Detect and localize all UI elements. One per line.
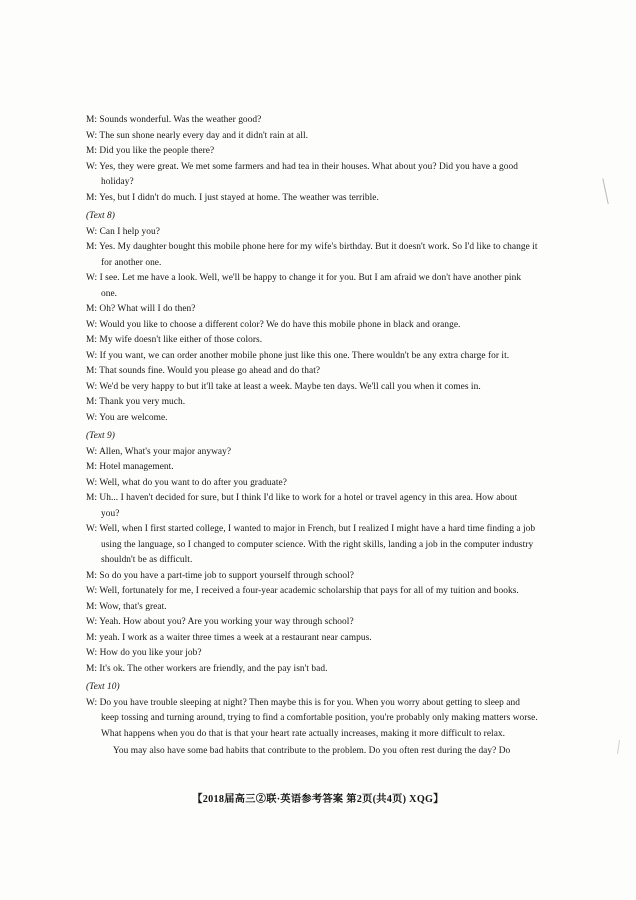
section-heading-text-8: (Text 8) — [86, 211, 115, 221]
dialogue-line: W: We'd be very happy to but it'll take at least a week. Maybe ten days. We'll call you when it comes in. — [86, 381, 481, 392]
dialogue-line: M: Did you like the people there? — [86, 146, 215, 156]
dialogue-line: W: Allen, What's your major anyway? — [86, 446, 232, 457]
dialogue-line: M: Hotel management. — [86, 462, 174, 472]
dialogue-line: M: yeah. I work as a waiter three times a week at a restaurant near campus. — [86, 632, 372, 643]
monologue-paragraph: You may also have some bad habits that contribute to the problem. Do you often rest during the day? Do — [113, 746, 511, 756]
dialogue-line: M: That sounds fine. Would you please go ahead and do that? — [86, 366, 321, 376]
dialogue-line: W: Yeah. How about you? Are you working your way through school? — [86, 617, 354, 627]
dialogue-line: M: Oh? What will I do then? — [86, 304, 196, 314]
dialogue-line: M: Uh... I haven't decided for sure, but I think I'd like to work for a hotel or travel agency in this area. How about you? — [86, 493, 518, 519]
dialogue-line: M: Thank you very much. — [86, 397, 186, 407]
dialogue-line: W: Yes, they were great. We met some farmers and had tea in their houses. What about you? Did you have a good holiday? — [86, 161, 519, 187]
section-heading-text-10: (Text 10) — [86, 682, 120, 692]
pen-mark — [602, 178, 610, 204]
dialogue-line: M: Yes. My daughter bought this mobile phone here for my wife's birthday. But it doesn't work. So I'd like to change it for another one. — [86, 242, 538, 268]
dialogue-line: M: My wife doesn't like either of those colors. — [86, 335, 263, 345]
dialogue-line: W: You are welcome. — [86, 412, 168, 423]
dialogue-line: W: Can I help you? — [86, 226, 160, 237]
dialogue-line: M: It's ok. The other workers are friendly, and the pay isn't bad. — [86, 663, 328, 674]
page-footer: 【2018届高三②联·英语参考答案 第2页(共4页) XQG】 — [192, 794, 444, 805]
dialogue-line: M: So do you have a part-time job to support yourself through school? — [86, 570, 354, 581]
dialogue-line: W: How do you like your job? — [86, 648, 202, 658]
dialogue-line: M: Wow, that's great. — [86, 601, 167, 612]
listening-transcript — [86, 113, 538, 760]
dialogue-line: W: Do you have trouble sleeping at night? Then maybe this is for you. When you worry about getting to sleep and keep tossing and turning around, trying to find a comfortable position, you're probably only making matters worse. What happens when you do that is that your heart rate actually increases, making it more difficult to relax. — [86, 697, 538, 739]
dialogue-line: W: The sun shone nearly every day and it didn't rain at all. — [86, 130, 309, 141]
dialogue-line: M: Yes, but I didn't do much. I just stayed at home. The weather was terrible. — [86, 192, 379, 203]
dialogue-line: M: Sounds wonderful. Was the weather good? — [86, 115, 262, 125]
dialogue-line: W: Would you like to choose a different color? We do have this mobile phone in black and orange. — [86, 319, 461, 330]
dialogue-line: W: If you want, we can order another mobile phone just like this one. There wouldn't be any extra charge for it. — [86, 350, 510, 361]
dialogue-line: W: Well, fortunately for me, I received a four-year academic scholarship that pays for all of my tuition and books. — [86, 586, 519, 596]
section-heading-text-9: (Text 9) — [86, 431, 115, 441]
dialogue-line: W: Well, when I first started college, I wanted to major in French, but I realized I might have a hard time finding a job using the language, so I changed to computer science. With the right skills, landing a job in the computer industry shouldn't be as difficult. — [86, 524, 536, 565]
pen-mark — [617, 740, 621, 754]
dialogue-line: W: I see. Let me have a look. Well, we'll be happy to change it for you. But I am afraid we don't have another pink one. — [86, 273, 522, 299]
dialogue-line: W: Well, what do you want to do after you graduate? — [86, 477, 287, 488]
